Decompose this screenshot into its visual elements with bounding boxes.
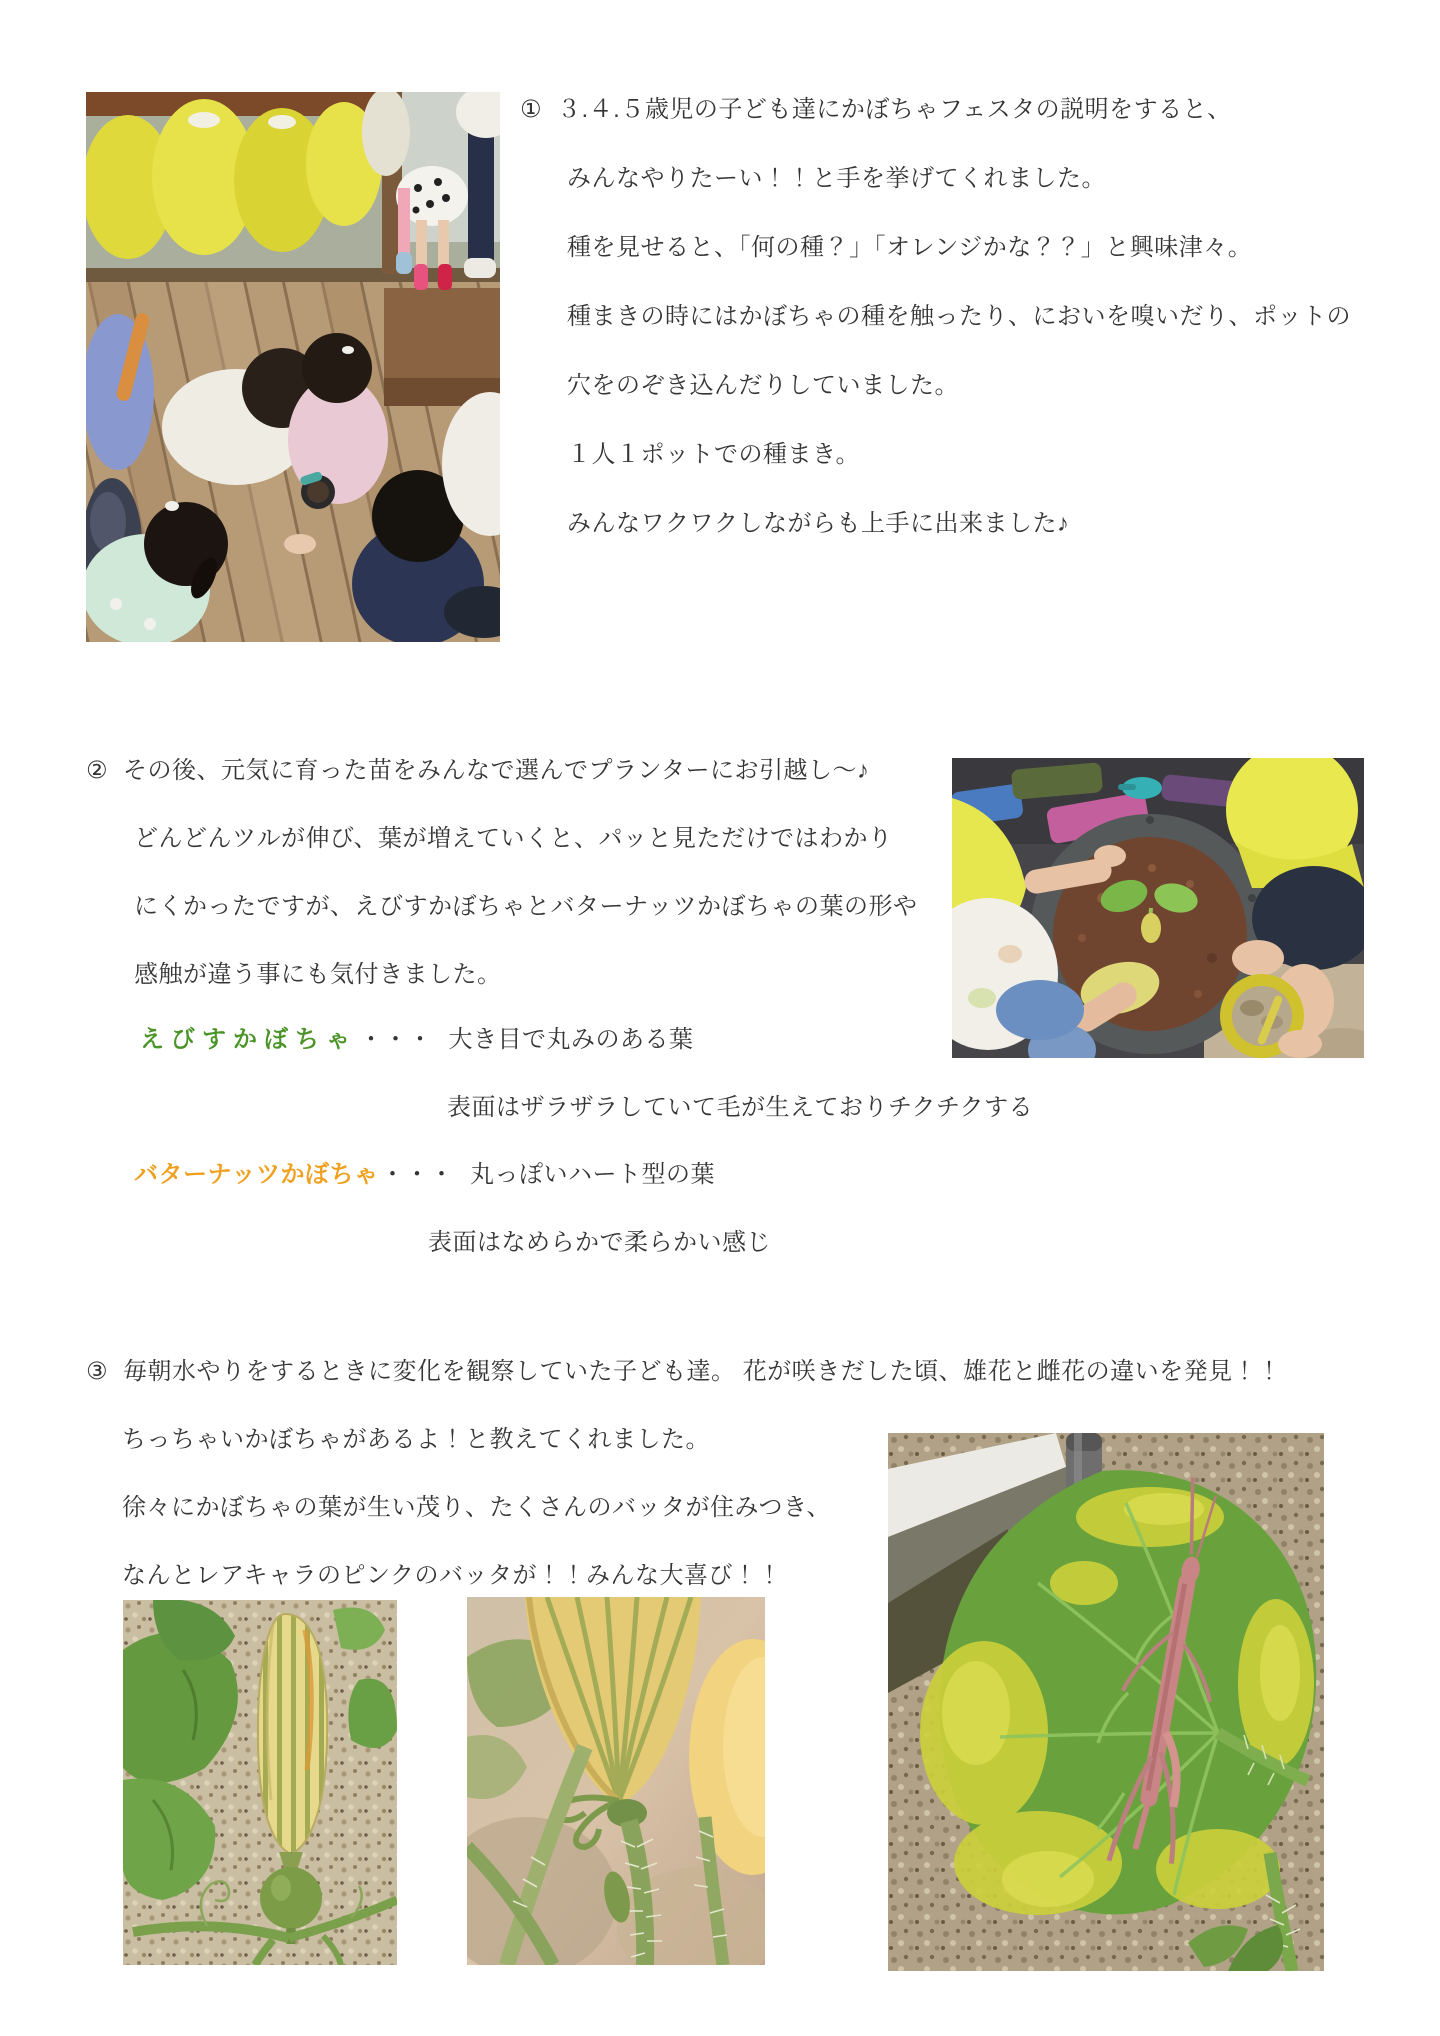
s3-number: ③: [86, 1358, 109, 1385]
photo-flower-closeup: [467, 1597, 765, 1965]
photo-flower-bud-illustration: [123, 1600, 397, 1965]
s1-line-5: 穴をのぞき込んだりしていました。: [567, 372, 959, 399]
photo-pink-grasshopper-illustration: [888, 1433, 1324, 1971]
s2-line-1: [86, 753, 870, 789]
s2-line-4: 感触が違う事にも気付きました。: [134, 961, 502, 988]
photo-planter: [952, 758, 1364, 1058]
ebisu-desc: 大き目で丸みのある葉: [448, 1026, 694, 1053]
s2-ebisu-desc2: 表面はザラザラしていて毛が生えておりチクチクする: [447, 1094, 1034, 1121]
ebisu-pumpkin-label: えびすかぼちゃ: [140, 1026, 357, 1053]
butternut-desc: 丸っぽいハート型の葉: [470, 1161, 716, 1188]
s1-line-4: 種まきの時にはかぼちゃの種を触ったり、においを嗅いだり、ポットの: [567, 303, 1351, 330]
s1-line-6: １人１ポットでの種まき。: [567, 441, 861, 468]
striped-bud: [258, 1614, 327, 1854]
s2-line-2: どんどんツルが伸び、葉が増えていくと、パッと見ただけではわかり: [134, 825, 893, 852]
s2-number: ②: [86, 757, 109, 784]
s2-butternut-desc2: 表面はなめらかで柔らかい感じ: [428, 1229, 771, 1256]
s3-line-3: 徐々にかぼちゃの葉が生い茂り、たくさんのバッタが住みつき、: [122, 1494, 832, 1521]
ebisu-dots: ・・・: [359, 1026, 433, 1053]
butternut-dots: ・・・: [380, 1161, 455, 1188]
photo-seed-sowing-illustration: [86, 92, 500, 642]
s2-line-3: にくかったですが、えびすかぼちゃとバターナッツかぼちゃの葉の形や: [134, 893, 918, 920]
s3-line-1-text: 毎朝水やりをするときに変化を観察していた子ども達。 花が咲きだした頃、雄花と雌花の違いを発見！！: [123, 1358, 1282, 1385]
s1-line-2: みんなやりたーい！！と手を挙げてくれました。: [567, 165, 1106, 192]
photo-pink-grasshopper: [888, 1433, 1324, 1971]
s1-line-1-text: ３.４.５歳児の子ども達にかぼちゃフェスタの説明をすると、: [557, 96, 1232, 123]
s3-line-4: なんとレアキャラのピンクのバッタが！！みんな大喜び！！: [122, 1562, 783, 1589]
s2-butternut-line: [134, 1157, 715, 1193]
s1-number: ①: [520, 96, 543, 123]
photo-seed-sowing: [86, 92, 500, 642]
butternut-pumpkin-label: バターナッツかぼちゃ: [134, 1161, 379, 1188]
s1-line-3: 種を見せると、「何の種？」「オレンジかな？？」と興味津々。: [567, 234, 1253, 261]
s3-line-2: ちっちゃいかぼちゃがあるよ！と教えてくれました。: [122, 1426, 710, 1453]
s2-ebisu-line: [140, 1022, 694, 1058]
photo-planter-illustration: [952, 758, 1364, 1058]
photo-flower-bud: [123, 1600, 397, 1965]
s1-line-1: [520, 92, 1232, 128]
s2-line-1-text: その後、元気に育った苗をみんなで選んでプランターにお引越し～♪: [123, 757, 870, 784]
photo-flower-closeup-illustration: [467, 1597, 765, 1965]
s3-line-1: [86, 1354, 1282, 1390]
s1-line-7: みんなワクワクしながらも上手に出来ました♪: [567, 510, 1070, 537]
